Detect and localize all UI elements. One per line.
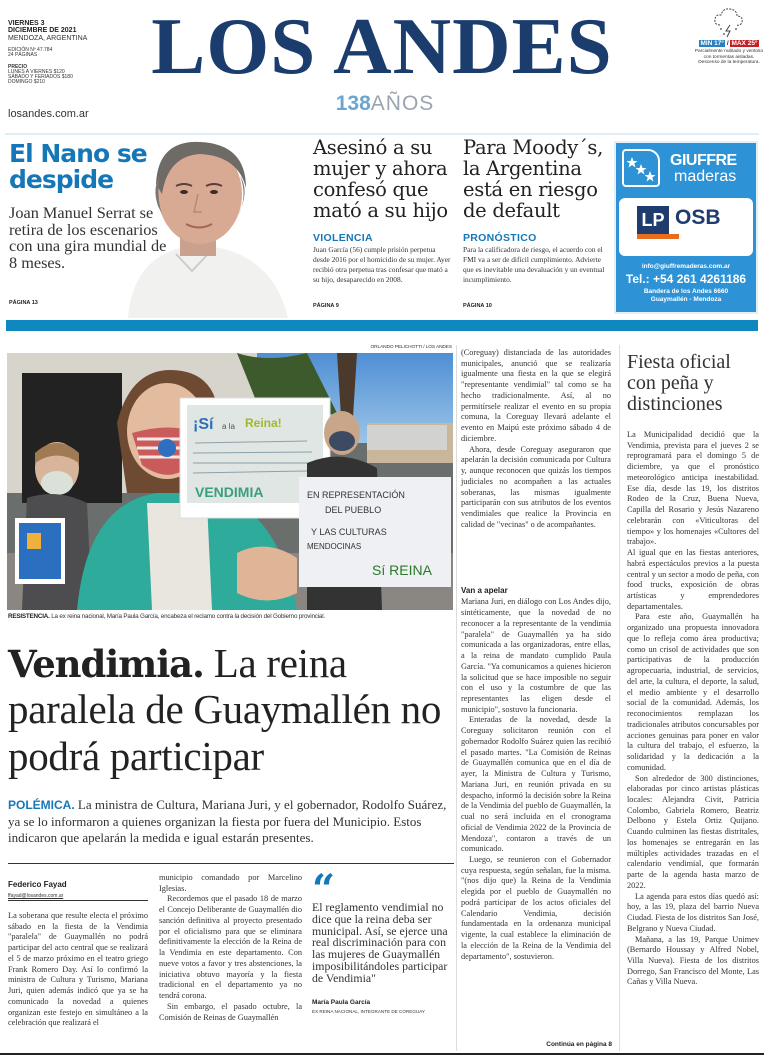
paragraph: Mañana, a las 19, Parque Unimev (Bernardo Houssay y Alfred Nobel, Villa Nueva). Fiesta de los distritos Dorrego, San Francisco del Monte, Las Cañas y Villa Nueva. (627, 934, 759, 987)
teaser-3-page[interactable]: PÁGINA 10 (463, 303, 492, 309)
column-divider (456, 345, 457, 1051)
article-column-3-continued (461, 586, 611, 962)
author-email[interactable]: ffayad@losandes.com.ar (8, 893, 64, 899)
subheading: Van a apelar (461, 586, 508, 595)
page-count: 24 PÁGINAS (8, 52, 38, 59)
ad-phone[interactable]: Tel.: +54 261 4261186 (625, 272, 747, 286)
teaser-3-title[interactable]: Para Moody´s, la Argentina está en riesgo de default (463, 136, 604, 222)
sign-2-text-d: MENDOCINAS (307, 542, 362, 551)
teaser-1-title[interactable]: El Nano se despide (9, 139, 147, 195)
paragraph: Para este año, Guaymallén ha organizado una propuesta innovadora que lo refleja como área productiva; como un crisol de actividades que son participativas de la producción agropecuaria, industrial, de servicios, del arte, la cultura, el deporte, la salud, el medio ambiente y el desarrollo social de la comunidad. Además, los reconocimientos remplazan los tradicionales atributos concursables por acciones genuinas para poner en valor la cultura del trabajo, el esfuerzo, la solidaridad y la dedicación a la comunidad. (627, 612, 759, 772)
ad-address-1: Bandera de los Andes 6660 (643, 288, 729, 295)
temp-max: MAX 25° (731, 40, 758, 47)
caption-kicker: RESISTENCIA. (8, 613, 50, 620)
sign-1-text-c: Reina! (245, 416, 282, 430)
photo-credit: ORLANDO PELICHOTTI / LOS ANDES (370, 345, 452, 350)
weather-forecast: Parcialmente nublado y ventoso con tormentas aisladas. Descenso de la temperatura. (694, 49, 764, 66)
article-column-1 (8, 911, 148, 1029)
column-divider (619, 345, 620, 1051)
paragraph: Sin embargo, el pasado octubre, la Comisión de Reinas de Guaymallén (159, 1001, 302, 1022)
headline-rest: La reina paralela de Guaymallén no podrá participar (8, 640, 442, 779)
anniversary-text: AÑOS (370, 92, 435, 115)
date-day: VIERNES 3 (8, 20, 45, 27)
main-photo (7, 353, 453, 610)
ad-brand-name: GIUFFRE (670, 152, 737, 169)
ad-product-box (619, 198, 753, 256)
paragraph: Enteradas de la novedad, desde la Coreguay solicitaron reunión con el gobernador Rodolfo Suárez quien las recibió el pasado martes. "La Comisión de Reinas de Guaymallén comunica que en el día de ayer, la Ministra de Cultura y Turismo, Mariana Juri, en reunión privada en su despacho, informó la decisión sobre la Reina de la Vendimia del pueblo de Guaymallén, la cual no será incluida en el cronograma oficial de Vendimia 2022 de la Provincia de Mendoza", contaron a través de un comunicado. (461, 715, 611, 854)
ad-brand-sub: maderas (674, 168, 737, 185)
price-weekdays: LUNES A VIERNES $120 (8, 68, 65, 75)
ad-email[interactable]: info@giuffremaderas.com.ar (641, 263, 731, 270)
main-headline[interactable] (8, 640, 458, 779)
sidebar-body (627, 430, 759, 988)
teaser-3-kicker: PRONÓSTICO (463, 232, 537, 244)
weather-widget (694, 5, 764, 66)
caption-text: La ex reina nacional, María Paula García, encabeza el reclamo contra la decisión del Gobierno provincial. (49, 613, 325, 620)
section-divider (6, 320, 758, 331)
quote-role: EX REINA NACIONAL, INTEGRANTE DE COREGUAY (312, 1009, 425, 1014)
pull-quote: El reglamento vendimial no dice que la reina deba ser municipal. Así, se ejerce una real discriminación para con las mujeres de Guaymallén imposibilitándoles participar de Vendimia" (312, 900, 448, 985)
headline-keyword: Vendimia. (8, 642, 204, 686)
date-month: DICIEMBRE DE 2021 (8, 27, 77, 35)
sign-2-text-c: Y LAS CULTURAS (311, 527, 387, 537)
edition-number: EDICIÓN Nº 47.784 (8, 47, 53, 54)
sign-2-text-e: Sí REINA (372, 562, 432, 578)
teaser-1-page[interactable]: PÁGINA 13 (9, 300, 38, 306)
paragraph: Ahora, desde Coreguay aseguraron que apelarán la decisión comunicada por Cultura y, aunque reconocen que quizás los tiempos judiciales no acompañen a las actuales soberanas, las mismas igualmente participarán con sus atributos de los eventos vendimiales que realice la Provincia en calidad de "vecinas" o de acompañantes. (461, 444, 611, 529)
price-saturday: SÁBADO Y FERIADOS $180 (8, 74, 73, 81)
price-sunday: DOMINGO $210 (8, 79, 45, 86)
date-block (8, 20, 118, 86)
storm-cloud-icon (711, 5, 747, 39)
teaser-1-subtitle: Joan Manuel Serrat se retira de los escenarios con una gira mundial de 8 meses. (9, 203, 167, 272)
osb-label: OSB (675, 206, 721, 229)
paragraph: Recordemos que el pasado 18 de marzo el Concejo Deliberante de Guaymallén dio sanción definitiva al proyecto presentado por el oficialismo para que se eliminara definitivamente la elección de la Reina de la Vendimia en este departamento. Con nueve votos a favor y tres abstenciones, la iniciativa obtuvo mayoría y la fiesta tradicional en el departamento ya no tendrá corona. (159, 894, 302, 1001)
photo-caption (8, 613, 458, 620)
anniversary-badge (300, 93, 470, 114)
paragraph: La agenda para estos días quedó así: hoy, a las 19, plaza del barrio Nueva Ciudad. Fiesta de los distritos San José, Belgrano y Nueva Ciudad. (627, 891, 759, 933)
sign-2-text-b: DEL PUEBLO (325, 505, 382, 515)
newspaper-logo: LOS ANDES (151, 1, 613, 91)
author-divider (8, 900, 148, 901)
website-link[interactable]: losandes.com.ar (8, 108, 89, 120)
sign-1-text-d: VENDIMIA (195, 484, 264, 500)
protest-photo (7, 353, 453, 610)
sidebar-title[interactable]: Fiesta oficial con peña y distinciones (627, 351, 731, 415)
paragraph: Son alrededor de 300 distinciones, elaboradas por cinco artistas plásticas locales: Alejandra Civit, Patricia Colombo, Gabriela Romero, Beatriz Delbono y Estela Ortiz Quijano. Cuando culminen las fiestas distritales, los homenajes se entregarán en las múltiples actividades trazadas en el calendario vendimial, que formarán parte de la agenda hasta marzo de 2022. (627, 773, 759, 890)
price-label: PRECIO (8, 63, 28, 70)
paragraph: Al igual que en las fiestas anteriores, habrá espectáculos previos a la puesta central y un sector a modo de peña, con food trucks, exposición de obras artísticas y emprendedores departamentales. (627, 548, 759, 611)
advertisement[interactable] (614, 141, 758, 314)
article-column-3 (461, 348, 611, 530)
paragraph: Luego, se reunieron con el Gobernador cuya respuesta, según señalan, fue la misma. "(nos dijo que) la Reina de la Vendimia elegida por el pueblo de Guaymallén no podrá participar de los actos oficiales del Calendario Vendimia, decisión fundamentada en la ordenanza municipal vigente, la cual establece la eliminación de la elección de la Reina de la Vendimia del departamento", sostuvieron. (461, 854, 611, 961)
anniversary-number: 138 (335, 92, 371, 115)
sign-2-text-a: EN REPRESENTACIÓN (307, 490, 405, 500)
main-deck (8, 797, 458, 847)
stars-logo-icon (622, 149, 660, 187)
continued-link[interactable]: Continúa en página 8 (546, 1041, 612, 1048)
temp-min: MIN 17° (700, 40, 725, 47)
quote-mark-icon: “ (312, 866, 336, 913)
article-column-2 (159, 873, 302, 1023)
lp-logo: LP (637, 206, 669, 234)
deck-kicker: POLÉMICA. (8, 798, 75, 812)
deck-divider (8, 863, 454, 864)
teaser-2-title[interactable]: Asesinó a su mujer y ahora confesó que mató a su hijo (313, 136, 448, 222)
paragraph: municipio comandado por Marcelino Iglesias. (159, 873, 302, 893)
deck-text: La ministra de Cultura, Mariana Juri, y el gobernador, Rodolfo Suárez, ya se lo informaron a quienes organizan la fiesta por fuera del Municipio. Estos indicaron que apelarán la medida e igual estarán presentes. (8, 797, 447, 846)
author-name: Federico Fayad (8, 880, 67, 889)
teaser-2-kicker: VIOLENCIA (313, 232, 373, 244)
ad-address-2: Guaymallén - Mendoza (650, 295, 722, 303)
lp-logo-bar (637, 234, 679, 239)
quote-author: María Paula García (312, 999, 371, 1006)
teaser-2-page[interactable]: PÁGINA 9 (313, 303, 339, 309)
teaser-3-body: Para la calificadora de riesgo, el acuerdo con el FMI va a ser de difícil cumplimiento. Advierte que es inevitable una devaluación y un eventual incumplimiento. (463, 245, 605, 284)
paragraph: (Coreguay) distanciada de las autoridades municipales, anunció que se realizaría igualmente una fiesta en la que se elegirá "representante vendimial" tal como se ha hecho tradicionalmente. Así, al no permitírsele realizar el evento en su propia comuna, la Coreguay llevará adelante el evento en Maipú este próximo sábado 4 de diciembre. (461, 348, 611, 443)
sign-1-text-a: ¡Sí (193, 416, 214, 433)
paragraph: La Municipalidad decidió que la Vendimia, prevista para el jueves 2 se reprogramará para el domingo 5 de diciembre, ya que el pronóstico meteorológico anticipa inestabilidad. Ese día, desde las 19, los distritos Rodeo de la Cruz, Buena Nueva, Capilla del Rosario y Jesús Nazareno celebrarán con «Viticultoras del tiempo» y los homenajes «Cultores del trabajo». (627, 430, 759, 547)
paragraph: La soberana que resulte electa el próximo sábado en la fiesta de la Vendimia "paralela" de Guaymallén no podrá participar del acto central que se realizará el 5 de marzo próximo en el teatro griego Frank Romero Day. Así lo confirmó la ministra de Cultura y Turismo, Mariana Juri, quien además indicó que ya se ha comunicado la novedad a quienes organizan este festejo en simultáneo a la celebración que realizará el (8, 911, 148, 1028)
sign-1-text-b: a la (222, 422, 235, 431)
location: MENDOZA, ARGENTINA (8, 34, 88, 42)
temp-separator: / (726, 40, 729, 47)
teaser-2-body: Juan García (56) cumple prisión perpetua desde 2016 por el homicidio de su mujer. Ayer recibió otra perpetua tras confesar que mató a su hijo, desaparecido en 2008. (313, 245, 451, 284)
paragraph: Mariana Juri, en diálogo con Los Andes dijo, sintéticamente, que la novedad de no reconocer a la representante de la vendimia "paralela" de Guaymallén ya ha sido comunicada a las organizadoras, entre ellas, a la reina de mandato cumplido Paula García. "Ya comunicamos a quienes hicieron la solicitud que se hace imposible no seguir con el uso y la costumbre de que las representantes las eligen desde el municipio", sostuvo la funcionaria. (461, 597, 611, 714)
